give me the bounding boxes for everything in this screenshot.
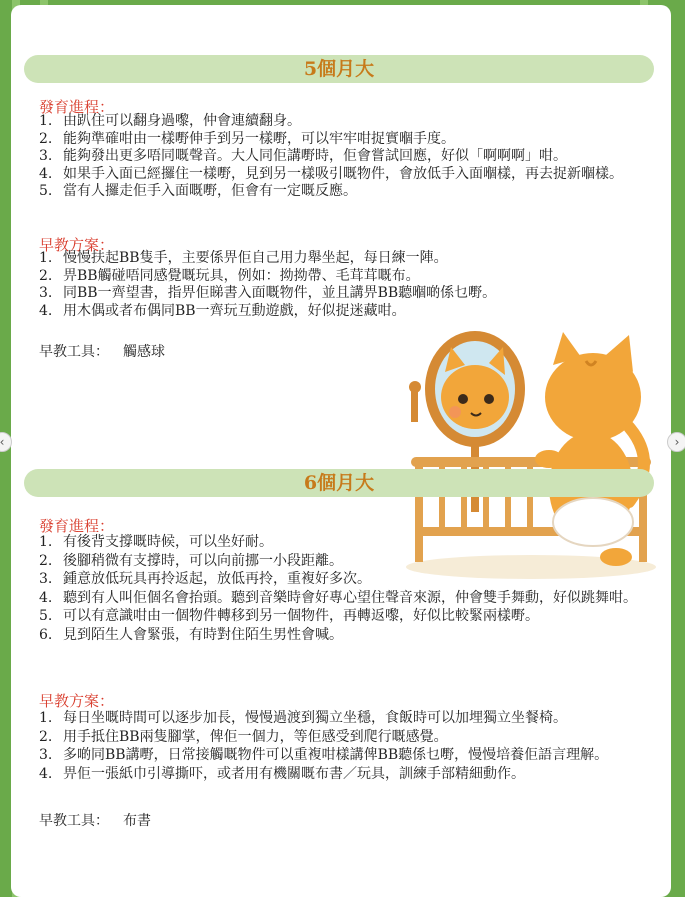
plan-list-6 [39, 709, 639, 783]
section-title-5-months: 5個月大 [24, 55, 654, 83]
list-item: 1. 由趴住可以翻身過嚟，仲會連續翻身。 [39, 113, 301, 129]
list-item: 3. 鍾意放低玩具再拎返起，放低再拎，重複好多次。 [39, 571, 371, 587]
next-arrow-icon[interactable]: › [667, 432, 685, 452]
dev-heading-5: 發育進程： [39, 98, 115, 116]
list-item: 5. 可以有意識咁由一個物件轉移到另一個物件，再轉返嚟，好似比較緊兩樣嘢。 [39, 608, 539, 624]
content-card [11, 5, 671, 897]
tools-label: 早教工具： [39, 344, 109, 360]
prev-arrow-icon[interactable]: ‹ [0, 432, 12, 452]
list-item: 6. 見到陌生人會緊張，有時對住陌生男性會喊。 [39, 626, 343, 643]
list-item: 2. 用手抵住BB兩隻腳掌，俾佢一個力，等佢感受到爬行嘅感覺。 [39, 728, 448, 745]
section-title-6-months: 6個月大 [24, 469, 654, 497]
plan-heading-5: 早教方案： [39, 236, 115, 254]
dev-heading-6: 發育進程： [39, 517, 115, 535]
tools-6 [39, 810, 151, 830]
list-item: 4. 聽到有人叫佢個名會抬頭。聽到音樂時會好專心望住聲音來源，仲會雙手舞動，好似跳舞咁。 [39, 589, 637, 606]
list-item: 2. 後腳稍微有支撐時，可以向前挪一小段距離。 [39, 552, 343, 569]
plan-list-5 [39, 250, 599, 320]
list-item: 4. 用木偶或者布偶同BB一齊玩互動遊戲，好似捉迷藏咁。 [39, 302, 406, 319]
tools-5 [39, 341, 165, 361]
list-item: 2. 能夠準確咁由一樣嘢伸手到另一樣嘢，可以牢牢咁捉實嗰手度。 [39, 130, 455, 147]
tools-value: 觸感球 [123, 344, 165, 360]
list-item: 5. 當有人攞走佢手入面嘅嘢，佢會有一定嘅反應。 [39, 183, 357, 199]
dev-list-5 [39, 113, 639, 201]
dev-list-6 [39, 533, 639, 644]
list-item: 3. 多啲同BB講嘢，日常接觸嘅物件可以重複咁樣講俾BB聽係乜嘢，慢慢培養佢語言理解。 [39, 747, 609, 763]
list-item: 4. 畀佢一張紙巾引導撕吓，或者用有機關嘅布書／玩具，訓練手部精細動作。 [39, 765, 525, 782]
plan-heading-6: 早教方案： [39, 692, 115, 710]
tools-label: 早教工具： [39, 813, 109, 829]
tools-value: 布書 [123, 813, 151, 829]
list-item: 1. 慢慢扶起BB隻手，主要係畀佢自己用力舉坐起，每日練一陣。 [39, 250, 448, 266]
list-item: 3. 能夠發出更多唔同嘅聲音。大人同佢講嘢時，佢會嘗試回應，好似「啊啊啊」咁。 [39, 148, 567, 164]
list-item: 1. 每日坐嘅時間可以逐步加長，慢慢過渡到獨立坐穩，食飯時可以加埋獨立坐餐椅。 [39, 710, 567, 726]
list-item: 2. 畀BB觸碰唔同感覺嘅玩具，例如：拗拗帶、毛茸茸嘅布。 [39, 267, 420, 284]
list-item: 3. 同BB一齊望書，指畀佢睇書入面嘅物件，並且講畀BB聽嗰啲係乜嘢。 [39, 285, 497, 301]
list-item: 4. 如果手入面已經攞住一樣嘢，見到另一樣吸引嘅物件，會放低手入面嗰樣，再去捉新嗰樣。 [39, 165, 623, 182]
list-item: 1. 有後背支撐嘅時候，可以坐好耐。 [39, 534, 273, 550]
